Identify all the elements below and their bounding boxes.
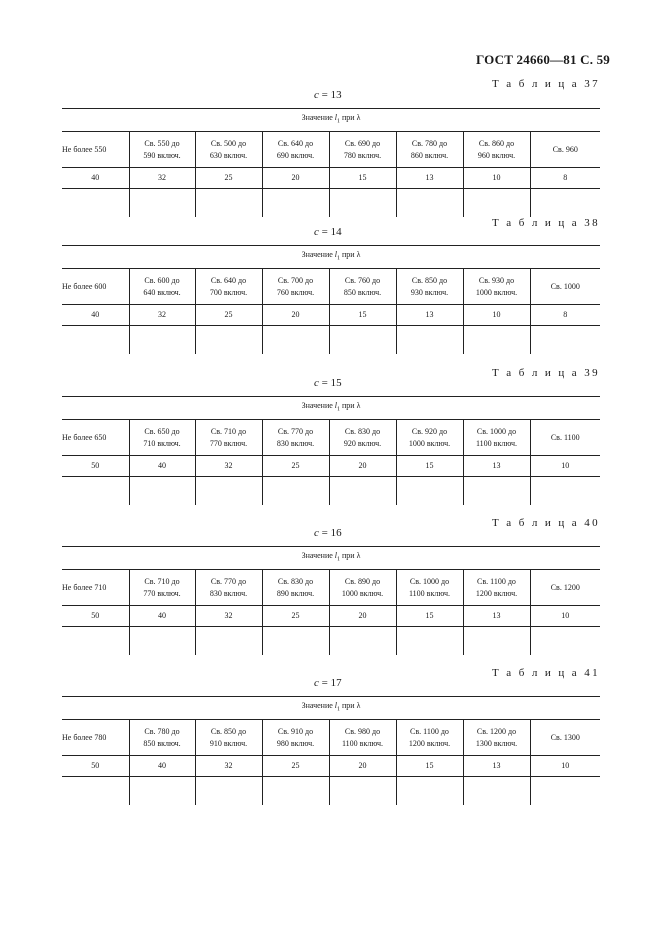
value-cell: 32	[195, 456, 262, 477]
c-value	[314, 677, 342, 689]
empty-cell	[262, 777, 329, 806]
empty-cell	[396, 189, 463, 218]
empty-row	[62, 627, 600, 656]
range-header-cell: Св. 890 до 1000 включ.	[329, 570, 396, 606]
empty-cell	[329, 627, 396, 656]
value-cell: 20	[262, 305, 329, 326]
value-header-sub: 1	[337, 255, 341, 262]
value-cell: 25	[262, 456, 329, 477]
c-value	[314, 527, 342, 539]
range-header-cell: Св. 640 до 690 включ.	[262, 132, 329, 168]
range-header-row	[62, 420, 600, 456]
range-header-cell: Св. 830 до 920 включ.	[329, 420, 396, 456]
value-header-var: l	[334, 551, 338, 561]
empty-cell	[463, 777, 530, 806]
value-cell: 15	[329, 168, 396, 189]
page-header: ГОСТ 24660—81 С. 59	[476, 52, 610, 67]
range-header-cell: Св. 770 до 830 включ.	[262, 420, 329, 456]
value-cell: 25	[195, 168, 262, 189]
empty-cell	[463, 189, 530, 218]
value-cell: 40	[62, 168, 129, 189]
empty-row	[62, 477, 600, 506]
empty-cell	[530, 326, 600, 355]
range-header-row	[62, 269, 600, 305]
range-header-cell: Св. 910 до 980 включ.	[262, 720, 329, 756]
empty-cell	[396, 627, 463, 656]
range-header-cell: Св. 1200 до 1300 включ.	[463, 720, 530, 756]
range-header-cell: Св. 920 до 1000 включ.	[396, 420, 463, 456]
range-header-cell: Св. 780 до 860 включ.	[396, 132, 463, 168]
values-row	[62, 305, 600, 326]
value-header	[62, 697, 600, 720]
range-header-cell: Св. 850 до 910 включ.	[195, 720, 262, 756]
range-header-cell: Св. 500 до 630 включ.	[195, 132, 262, 168]
values-row	[62, 168, 600, 189]
empty-cell	[329, 477, 396, 506]
value-cell: 50	[62, 756, 129, 777]
data-table	[62, 546, 600, 655]
range-header-cell: Св. 690 до 780 включ.	[329, 132, 396, 168]
c-symbol: c	[314, 527, 319, 539]
value-cell: 13	[463, 606, 530, 627]
range-header-cell: Не более 550	[62, 132, 129, 168]
empty-cell	[262, 477, 329, 506]
range-header-cell: Св. 930 до 1000 включ.	[463, 269, 530, 305]
value-cell: 15	[329, 305, 396, 326]
value-cell: 13	[463, 456, 530, 477]
c-equals: = 14	[321, 226, 342, 238]
range-header-cell: Не более 600	[62, 269, 129, 305]
value-header-label: Значение	[301, 250, 333, 260]
range-header-cell: Не более 650	[62, 420, 129, 456]
value-cell: 8	[530, 168, 600, 189]
empty-cell	[530, 477, 600, 506]
value-cell: 15	[396, 756, 463, 777]
value-header-label: Значение	[301, 401, 333, 411]
table-label: Т а б л и ц а 40	[492, 517, 600, 529]
empty-cell	[463, 627, 530, 656]
table-label: Т а б л и ц а 38	[492, 217, 600, 229]
range-header-row	[62, 132, 600, 168]
value-header	[62, 547, 600, 570]
value-cell: 32	[195, 606, 262, 627]
value-header-rest: при λ	[342, 551, 361, 561]
range-header-cell: Св. 640 до 700 включ.	[195, 269, 262, 305]
empty-cell	[129, 777, 195, 806]
data-table	[62, 245, 600, 354]
empty-cell	[62, 777, 129, 806]
empty-cell	[62, 627, 129, 656]
range-header-cell: Св. 830 до 890 включ.	[262, 570, 329, 606]
range-header-cell: Св. 1000 до 1100 включ.	[396, 570, 463, 606]
value-cell: 8	[530, 305, 600, 326]
c-symbol: c	[314, 89, 319, 101]
value-cell: 20	[262, 168, 329, 189]
empty-cell	[463, 477, 530, 506]
range-header-cell: Св. 1200	[530, 570, 600, 606]
empty-cell	[62, 326, 129, 355]
value-header-label: Значение	[301, 113, 333, 123]
empty-cell	[129, 477, 195, 506]
value-header-row	[62, 547, 600, 570]
value-cell: 13	[463, 756, 530, 777]
value-cell: 40	[62, 305, 129, 326]
value-header-sub: 1	[337, 406, 341, 413]
c-equals: = 16	[321, 527, 342, 539]
empty-cell	[195, 477, 262, 506]
value-header-rest: при λ	[342, 250, 361, 260]
value-header-rest: при λ	[342, 113, 361, 123]
value-header-label: Значение	[301, 551, 333, 561]
empty-cell	[262, 326, 329, 355]
value-cell: 15	[396, 606, 463, 627]
empty-cell	[195, 326, 262, 355]
range-header-cell: Св. 860 до 960 включ.	[463, 132, 530, 168]
c-symbol: c	[314, 377, 319, 389]
value-header-var: l	[334, 113, 338, 123]
value-header-label: Значение	[301, 701, 333, 711]
empty-cell	[62, 477, 129, 506]
range-header-cell: Св. 980 до 1100 включ.	[329, 720, 396, 756]
empty-cell	[329, 777, 396, 806]
value-cell: 13	[396, 168, 463, 189]
range-header-cell: Св. 550 до 590 включ.	[129, 132, 195, 168]
value-header	[62, 397, 600, 420]
values-row	[62, 456, 600, 477]
range-header-cell: Св. 960	[530, 132, 600, 168]
range-header-cell: Не более 780	[62, 720, 129, 756]
empty-cell	[530, 627, 600, 656]
empty-cell	[396, 477, 463, 506]
c-equals: = 13	[321, 89, 342, 101]
range-header-cell: Св. 1300	[530, 720, 600, 756]
empty-cell	[129, 326, 195, 355]
range-header-cell: Св. 710 до 770 включ.	[195, 420, 262, 456]
data-table	[62, 396, 600, 505]
range-header-cell: Св. 600 до 640 включ.	[129, 269, 195, 305]
empty-cell	[195, 189, 262, 218]
value-header	[62, 246, 600, 269]
value-cell: 10	[530, 456, 600, 477]
data-table	[62, 108, 600, 217]
value-header-rest: при λ	[342, 701, 361, 711]
value-cell: 25	[195, 305, 262, 326]
empty-row	[62, 777, 600, 806]
value-cell: 50	[62, 606, 129, 627]
range-header-row	[62, 570, 600, 606]
range-header-row	[62, 720, 600, 756]
range-header-cell: Св. 850 до 930 включ.	[396, 269, 463, 305]
value-header-row	[62, 246, 600, 269]
range-header-cell: Св. 1000	[530, 269, 600, 305]
value-header-rest: при λ	[342, 401, 361, 411]
value-header-var: l	[334, 401, 338, 411]
value-header	[62, 109, 600, 132]
empty-cell	[530, 189, 600, 218]
value-cell: 25	[262, 756, 329, 777]
empty-cell	[463, 326, 530, 355]
value-cell: 40	[129, 606, 195, 627]
c-symbol: c	[314, 226, 319, 238]
empty-cell	[195, 627, 262, 656]
value-cell: 10	[463, 168, 530, 189]
value-cell: 32	[129, 305, 195, 326]
c-value	[314, 377, 342, 389]
value-cell: 40	[129, 756, 195, 777]
value-cell: 50	[62, 456, 129, 477]
range-header-cell: Св. 1100	[530, 420, 600, 456]
value-header-sub: 1	[337, 556, 341, 563]
value-header-sub: 1	[337, 706, 341, 713]
value-header-var: l	[334, 250, 338, 260]
range-header-cell: Св. 780 до 850 включ.	[129, 720, 195, 756]
data-table	[62, 696, 600, 805]
values-row	[62, 756, 600, 777]
value-cell: 20	[329, 456, 396, 477]
value-cell: 10	[530, 756, 600, 777]
value-cell: 25	[262, 606, 329, 627]
empty-cell	[396, 777, 463, 806]
range-header-cell: Не более 710	[62, 570, 129, 606]
range-header-cell: Св. 1000 до 1100 включ.	[463, 420, 530, 456]
c-equals: = 17	[321, 677, 342, 689]
empty-cell	[195, 777, 262, 806]
empty-cell	[262, 627, 329, 656]
value-cell: 13	[396, 305, 463, 326]
value-cell: 20	[329, 606, 396, 627]
empty-cell	[329, 326, 396, 355]
empty-cell	[129, 189, 195, 218]
c-value	[314, 89, 342, 101]
value-cell: 32	[195, 756, 262, 777]
table-label: Т а б л и ц а 41	[492, 667, 600, 679]
value-cell: 10	[530, 606, 600, 627]
table-label: Т а б л и ц а 37	[492, 78, 600, 90]
range-header-cell: Св. 1100 до 1200 включ.	[396, 720, 463, 756]
value-cell: 15	[396, 456, 463, 477]
c-value	[314, 226, 342, 238]
value-header-row	[62, 397, 600, 420]
empty-cell	[62, 189, 129, 218]
value-header-row	[62, 109, 600, 132]
value-header-sub: 1	[337, 118, 341, 125]
range-header-cell: Св. 700 до 760 включ.	[262, 269, 329, 305]
empty-row	[62, 189, 600, 218]
range-header-cell: Св. 760 до 850 включ.	[329, 269, 396, 305]
value-cell: 32	[129, 168, 195, 189]
c-equals: = 15	[321, 377, 342, 389]
range-header-cell: Св. 1100 до 1200 включ.	[463, 570, 530, 606]
empty-cell	[129, 627, 195, 656]
empty-cell	[262, 189, 329, 218]
empty-cell	[396, 326, 463, 355]
table-label: Т а б л и ц а 39	[492, 367, 600, 379]
range-header-cell: Св. 710 до 770 включ.	[129, 570, 195, 606]
value-cell: 10	[463, 305, 530, 326]
value-header-var: l	[334, 701, 338, 711]
values-row	[62, 606, 600, 627]
c-symbol: c	[314, 677, 319, 689]
empty-cell	[530, 777, 600, 806]
value-cell: 20	[329, 756, 396, 777]
empty-row	[62, 326, 600, 355]
value-cell: 40	[129, 456, 195, 477]
range-header-cell: Св. 770 до 830 включ.	[195, 570, 262, 606]
empty-cell	[329, 189, 396, 218]
value-header-row	[62, 697, 600, 720]
range-header-cell: Св. 650 до 710 включ.	[129, 420, 195, 456]
